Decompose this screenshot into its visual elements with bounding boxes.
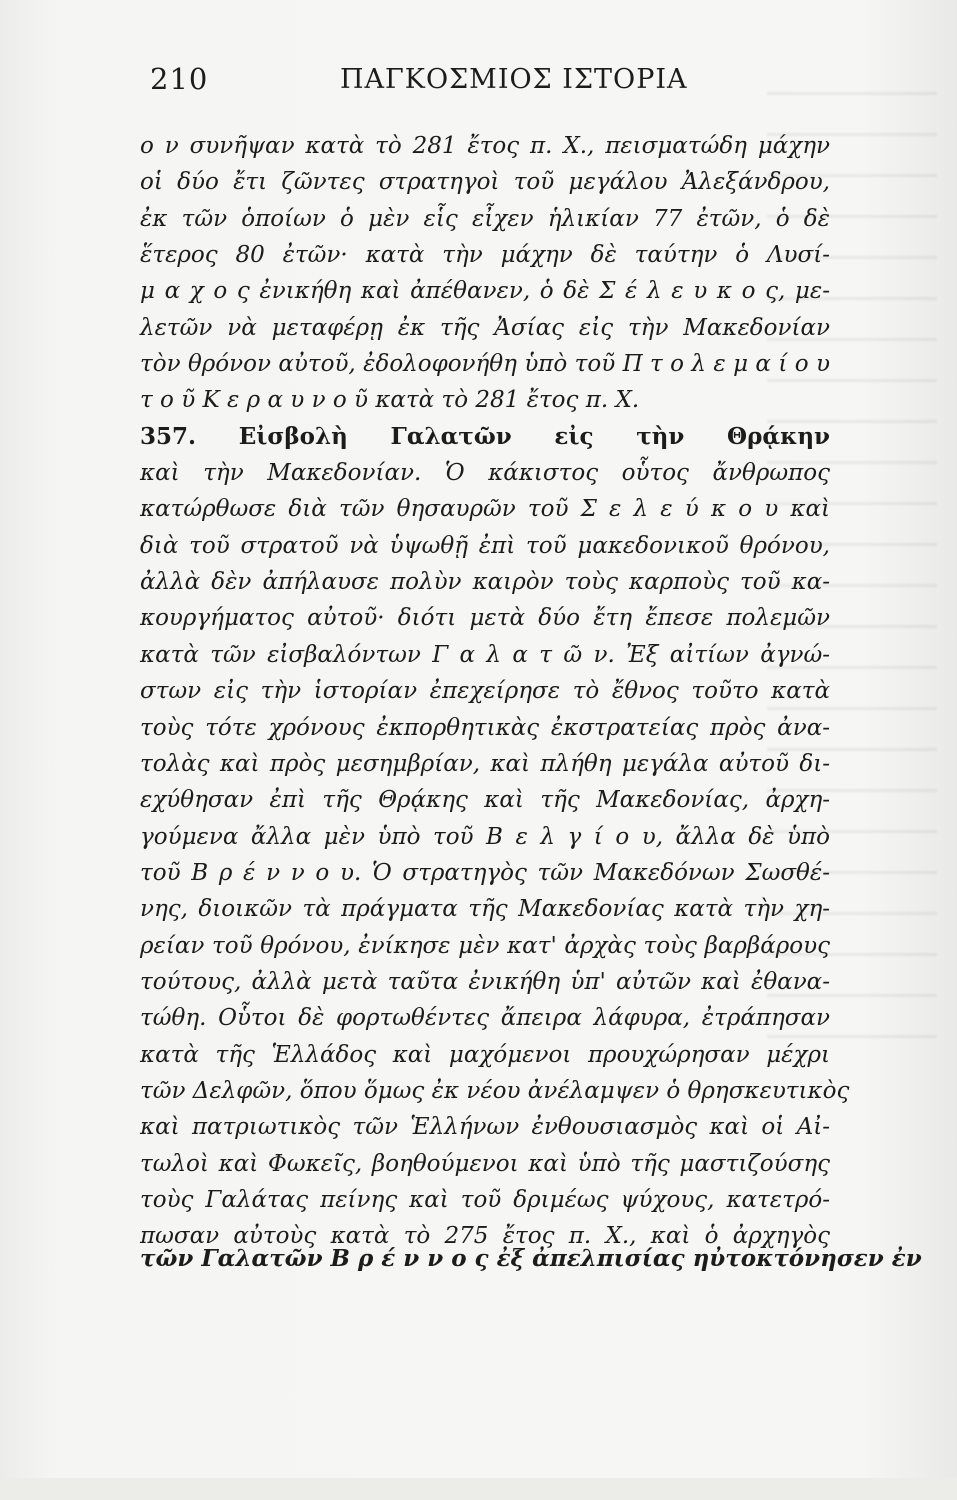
text-line: διὰ τοῦ στρατοῦ νὰ ὑψωθῇ ἐπὶ τοῦ μακεδονικοῦ θρόνου,: [140, 532, 830, 559]
text-line: τὸν θρόνον αὐτοῦ, ἐδολοφονήθη ὑπὸ τοῦ Π τ ο λ ε μ α ί ο υ: [140, 351, 830, 378]
text-line: καὶ πατριωτικὸς τῶν Ἑλλήνων ἐνθουσιασμὸς καὶ οἱ Αἰ-: [140, 1114, 830, 1141]
text-line: ἕτερος 80 ἐτῶν· κατὰ τὴν μάχην δὲ ταύτην ὁ Λυσί-: [140, 242, 830, 269]
section-heading: 357. Εἰσβολὴ Γαλατῶν εἰς τὴν Θρᾴκην: [140, 422, 830, 450]
text-line: κατώρθωσε διὰ τῶν θησαυρῶν τοῦ Σ ε λ ε ύ κ ο υ καὶ: [140, 496, 830, 523]
running-head: [150, 62, 815, 98]
text-line: τ ο ῦ Κ ε ρ α υ ν ο ῦ κατὰ τὸ 281 ἔτος π. Χ.: [140, 387, 640, 414]
text-line: τοῦ Β ρ έ ν ν ο υ. Ὁ στρατηγὸς τῶν Μακεδόνων Σωσθέ-: [140, 859, 830, 886]
text-line: τῶν Γαλατῶν Β ρ έ ν ν ο ς ἐξ ἀπελπισίας ηὐτοκτόνησεν ἐν: [140, 1244, 922, 1272]
text-line: καὶ τὴν Μακεδονίαν. Ὁ κάκιστος οὗτος ἄνθρωπος: [140, 460, 830, 487]
running-title: ΠΑΓΚΟΣΜΙΟΣ ΙΣΤΟΡΙΑ: [340, 64, 688, 95]
text-line-cut: [140, 1244, 922, 1285]
text-line: μ α χ ο ς ἐνικήθη καὶ ἀπέθανεν, ὁ δὲ Σ έ λ ε υ κ ο ς, με-: [140, 278, 830, 305]
text-line: κατὰ τῶν εἰσβαλόντων Γ α λ α τ ῶ ν. Ἐξ αἰτίων ἀγνώ-: [140, 641, 830, 668]
text-line: οἱ δύο ἔτι ζῶντες στρατηγοὶ τοῦ μεγάλου Ἀλεξάνδρου,: [140, 169, 830, 196]
text-line: τολὰς καὶ πρὸς μεσημβρίαν, καὶ πλήθη μεγάλα αὐτοῦ δι-: [140, 750, 830, 777]
text-line: πωσαν αὐτοὺς κατὰ τὸ 275 ἔτος π. Χ., καὶ ὁ ἀρχηγὸς: [140, 1223, 830, 1250]
page-number: 210: [150, 62, 209, 96]
text-line: κουργήματος αὐτοῦ· διότι μετὰ δύο ἔτη ἔπεσε πολεμῶν: [140, 605, 830, 632]
text-line: ρείαν τοῦ θρόνου, ἐνίκησε μὲν κατ' ἀρχὰς τοὺς βαρβάρους: [140, 932, 830, 959]
text-line: ο ν συνῆψαν κατὰ τὸ 281 ἔτος π. Χ., πεισματώδη μάχην: [140, 133, 830, 159]
text-line: τῶν Δελφῶν, ὅπου ὅμως ἐκ νέου ἀνέλαμψεν ὁ θρησκευτικὸς: [140, 1077, 850, 1104]
text-line: ἐκ τῶν ὁποίων ὁ μὲν εἷς εἶχεν ἡλικίαν 77 ἐτῶν, ὁ δὲ: [140, 205, 830, 232]
text-line: νης, διοικῶν τὰ πράγματα τῆς Μακεδονίας κατὰ τὴν χη-: [140, 896, 830, 923]
text-line: ἀλλὰ δὲν ἀπήλαυσε πολὺν καιρὸν τοὺς καρποὺς τοῦ κα-: [140, 569, 830, 596]
text-line: τοὺς τότε χρόνους ἐκπορθητικὰς ἐκστρατείας πρὸς ἀνα-: [140, 714, 830, 741]
text-line: τούτους, ἀλλὰ μετὰ ταῦτα ἐνικήθη ὑπ' αὐτῶν καὶ ἐθανα-: [140, 968, 830, 995]
text-line: τωλοὶ καὶ Φωκεῖς, βοηθούμενοι καὶ ὑπὸ τῆς μαστιζούσης: [140, 1150, 830, 1177]
text-line: στων εἰς τὴν ἱστορίαν ἐπεχείρησε τὸ ἔθνος τοῦτο κατὰ: [140, 678, 830, 705]
text-line: τώθη. Οὗτοι δὲ φορτωθέντες ἄπειρα λάφυρα, ἐτράπησαν: [140, 1005, 830, 1032]
text-line: γούμενα ἄλλα μὲν ὑπὸ τοῦ Β ε λ γ ί ο υ, ἄλλα δὲ ὑπὸ: [140, 823, 830, 850]
text-line: λετῶν νὰ μεταφέρῃ ἐκ τῆς Ἀσίας εἰς τὴν Μακεδονίαν: [140, 314, 830, 341]
text-line: εχύθησαν ἐπὶ τῆς Θρᾴκης καὶ τῆς Μακεδονίας, ἀρχη-: [140, 787, 830, 814]
text-line: τοὺς Γαλάτας πείνης καὶ τοῦ δριμέως ψύχους, κατετρό-: [140, 1186, 830, 1213]
body-text: [140, 128, 922, 1285]
text-line: κατὰ τῆς Ἑλλάδος καὶ μαχόμενοι προυχώρησαν μέχρι: [140, 1041, 830, 1068]
page-bottom-edge: [0, 1478, 957, 1500]
